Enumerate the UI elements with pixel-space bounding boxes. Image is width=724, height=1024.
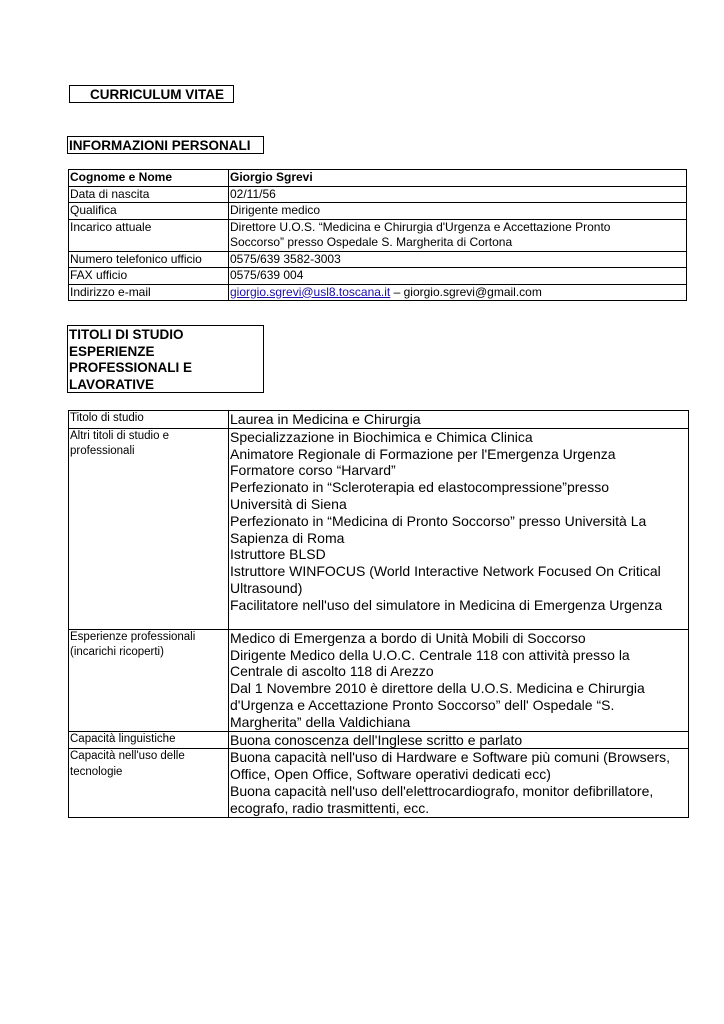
other-titles-label: Altri titoli di studio e professionali bbox=[69, 428, 229, 629]
languages-label: Capacità linguistiche bbox=[69, 731, 229, 749]
table-row bbox=[69, 219, 687, 251]
list-item: Animatore Regionale di Formazione per l'Emergenza Urgenza bbox=[230, 445, 616, 462]
name-value: Giorgio Sgrevi bbox=[229, 170, 687, 187]
role-value bbox=[229, 219, 687, 251]
fax-label: FAX ufficio bbox=[69, 268, 229, 285]
list-item: Buona capacità nell'uso dell'elettrocardiografo, monitor defibrillatore, bbox=[230, 782, 654, 799]
table-row bbox=[69, 203, 687, 220]
personal-info-heading: INFORMAZIONI PERSONALI bbox=[67, 136, 264, 154]
education-heading-line: PROFESSIONALI E bbox=[69, 360, 193, 375]
list-item: Università di Siena bbox=[230, 495, 347, 512]
email-link[interactable]: giorgio.sgrevi@usl8.toscana.it bbox=[230, 284, 391, 299]
list-item: Perfezionato in “Scleroterapia ed elastocompressione”presso bbox=[230, 479, 609, 496]
list-item: Perfezionato in “Medicina di Pronto Soccorso” presso Università La bbox=[230, 512, 647, 529]
list-item: Istruttore WINFOCUS (World Interactive Network Focused On Critical bbox=[230, 563, 661, 580]
experience-label: Esperienze professionali (incarichi ricoperti) bbox=[69, 629, 229, 731]
education-heading bbox=[67, 325, 264, 393]
list-item: Istruttore BLSD bbox=[230, 546, 326, 563]
list-item: Dal 1 Novembre 2010 è direttore della U.O.S. Medicina e Chirurgia bbox=[230, 680, 645, 697]
email-label: Indirizzo e-mail bbox=[69, 284, 229, 301]
table-row bbox=[69, 731, 689, 749]
role-value-line: Direttore U.O.S. “Medicina e Chirurgia d'Urgenza e Accettazione Pronto bbox=[230, 219, 611, 234]
table-row bbox=[69, 749, 689, 817]
languages-value: Buona conoscenza dell'Inglese scritto e parlato bbox=[229, 731, 689, 749]
phone-value: 0575/639 3582-3003 bbox=[229, 251, 687, 268]
personal-info-table bbox=[68, 169, 687, 301]
list-item: Buona capacità nell'uso di Hardware e Software più comuni (Browsers, bbox=[230, 749, 671, 766]
name-label: Cognome e Nome bbox=[69, 170, 229, 187]
list-item: Ultrasound) bbox=[230, 579, 303, 596]
technology-value bbox=[229, 749, 689, 817]
list-item: Medico di Emergenza a bordo di Unità Mobili di Soccorso bbox=[230, 629, 586, 646]
birth-label: Data di nascita bbox=[69, 186, 229, 203]
role-value-line: Soccorso” presso Ospedale S. Margherita di Cortona bbox=[230, 235, 513, 249]
list-item: Sapienza di Roma bbox=[230, 529, 345, 546]
email-value bbox=[229, 284, 687, 301]
list-item: Facilitatore nell'uso del simulatore in Medicina di Emergenza Urgenza bbox=[230, 596, 663, 613]
phone-label: Numero telefonico ufficio bbox=[69, 251, 229, 268]
table-row bbox=[69, 284, 687, 301]
role-label: Incarico attuale bbox=[69, 219, 229, 251]
document-title: CURRICULUM VITAE bbox=[69, 85, 234, 103]
list-item: Office, Open Office, Software operativi dedicati ecc) bbox=[230, 766, 551, 783]
email-secondary: – giorgio.sgrevi@gmail.com bbox=[390, 284, 542, 299]
degree-value: Laurea in Medicina e Chirurgia bbox=[229, 411, 689, 429]
list-item: Specializzazione in Biochimica e Chimica Clinica bbox=[230, 428, 533, 445]
list-item: ecografo, radio trasmittenti, ecc. bbox=[230, 799, 430, 816]
fax-value: 0575/639 004 bbox=[229, 268, 687, 285]
list-item: Margherita” della Valdichiana bbox=[230, 713, 411, 730]
birth-value: 02/11/56 bbox=[229, 186, 687, 203]
education-table bbox=[68, 410, 689, 818]
other-titles-value bbox=[229, 428, 689, 629]
table-row bbox=[69, 268, 687, 285]
table-row bbox=[69, 411, 689, 429]
table-row bbox=[69, 251, 687, 268]
list-item: d'Urgenza e Accettazione Pronto Soccorso” dell' Ospedale “S. bbox=[230, 696, 615, 713]
education-heading-line: TITOLI DI STUDIO bbox=[69, 327, 184, 342]
education-heading-line: ESPERIENZE bbox=[69, 343, 155, 359]
table-row bbox=[69, 629, 689, 731]
list-item: Centrale di ascolto 118 di Arezzo bbox=[230, 663, 434, 680]
education-heading-line: LAVORATIVE bbox=[69, 376, 155, 392]
list-item: Formatore corso “Harvard” bbox=[230, 462, 396, 479]
experience-value bbox=[229, 629, 689, 731]
list-item: Dirigente Medico della U.O.C. Centrale 118 con attività presso la bbox=[230, 646, 630, 663]
table-row bbox=[69, 428, 689, 629]
technology-label: Capacità nell'uso delle tecnologie bbox=[69, 749, 229, 817]
qualification-value: Dirigente medico bbox=[229, 203, 687, 220]
degree-label: Titolo di studio bbox=[69, 411, 229, 429]
table-row bbox=[69, 186, 687, 203]
table-row bbox=[69, 170, 687, 187]
qualification-label: Qualifica bbox=[69, 203, 229, 220]
